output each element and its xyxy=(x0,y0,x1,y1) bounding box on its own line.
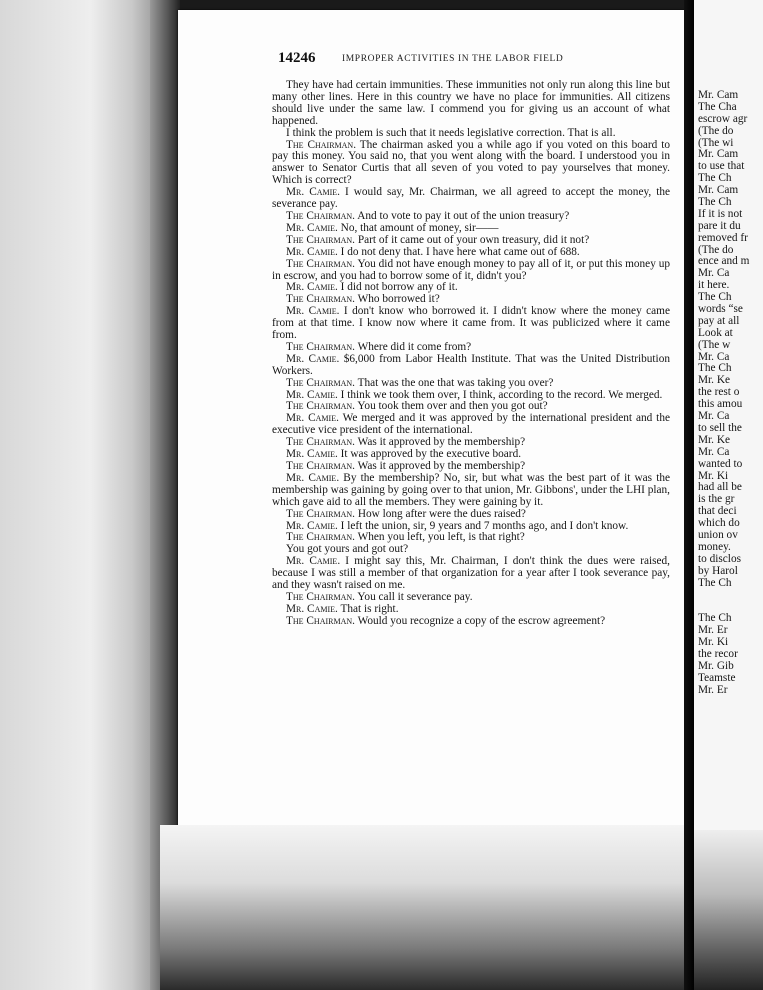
speaker-label: The Chairman. xyxy=(286,233,355,246)
facing-page-line: The Cha xyxy=(698,100,737,113)
page-header xyxy=(278,50,678,70)
paragraph-text: I left the union, sir, 9 years and 7 months ago, and I don't know. xyxy=(340,519,629,532)
speaker-label: The Chairman. xyxy=(286,436,355,449)
facing-page-line: The Ch xyxy=(698,612,732,625)
book-left-edge xyxy=(0,0,165,990)
paragraph-text: We merged and it was approved by the international president and the executive vice president of the international. xyxy=(272,412,670,437)
facing-page-line: words “se xyxy=(698,303,743,316)
speaker-label: The Chairman. xyxy=(286,257,356,270)
facing-page-line: Mr. Ki xyxy=(698,469,729,482)
paragraph-text: The chairman asked you a while ago if you voted on this board to pay this money. You said no, that you went along with the board. I understood you in answer to Senator Curtis that all seven of you voted to pay yourselves that money. Which is correct? xyxy=(272,138,670,187)
facing-page-line: the rest o xyxy=(698,386,740,399)
speaker-label: The Chairman. xyxy=(286,590,355,603)
facing-page-line: Mr. Ca xyxy=(698,267,730,280)
speaker-label: Mr. Camie. xyxy=(286,519,338,532)
facing-page-line: Mr. Cam xyxy=(698,148,739,161)
paragraph-text: I think we took them over, I think, according to the record. We merged. xyxy=(340,388,663,401)
paragraph-text: Who borrowed it? xyxy=(357,293,440,306)
facing-page-line: Teamste xyxy=(698,671,736,684)
transcript-paragraph xyxy=(272,556,670,592)
paragraph-text: I think the problem is such that it needs legislative correction. That is all. xyxy=(286,126,616,139)
transcript-body xyxy=(272,80,670,628)
paragraph-text: By the membership? No, sir, but what was the best part of it was the membership was gaining by going over to that union, Mr. Gibbons', under the LHI plan, which gave aid to all the members. They were gaining by it. xyxy=(272,471,670,508)
transcript-paragraph xyxy=(272,259,670,283)
paragraph-text: That was the one that was taking you over? xyxy=(357,376,554,389)
transcript-paragraph xyxy=(272,80,670,128)
facing-page-line: The Ch xyxy=(698,196,732,209)
facing-page-line: to disclos xyxy=(698,552,741,565)
speaker-label: Mr. Camie. xyxy=(286,305,340,318)
speaker-label: The Chairman. xyxy=(286,507,355,520)
paragraph-text: How long after were the dues raised? xyxy=(357,507,526,520)
facing-page-line: union ov xyxy=(698,528,738,541)
facing-page-line: If it is not xyxy=(698,207,743,220)
paragraph-text: I might say this, Mr. Chairman, I don't think the dues were raised, because I was still a member of that organization for a year after I took severance pay, and they wasn't raised on me. xyxy=(272,555,670,592)
facing-page-line: pare it du xyxy=(698,219,741,232)
facing-page-line: The Ch xyxy=(698,291,732,304)
speaker-label: Mr. Camie. xyxy=(286,352,340,365)
facing-page-line: The Ch xyxy=(698,172,732,185)
facing-page-line: Mr. Ke xyxy=(698,374,731,387)
speaker-label: The Chairman. xyxy=(286,614,355,627)
paragraph-text: I did not borrow any of it. xyxy=(340,281,458,294)
page-number: 14246 xyxy=(278,50,316,66)
facing-page-line: The Ch xyxy=(698,362,732,375)
facing-page-line: this amou xyxy=(698,398,743,411)
facing-page-line: had all be xyxy=(698,481,742,494)
paragraph-text: I do not deny that. I have here what came out of 688. xyxy=(340,245,580,258)
paragraph-text: Where did it come from? xyxy=(357,340,472,353)
facing-page-line: (The do xyxy=(698,124,734,137)
transcript-paragraph xyxy=(272,187,670,211)
facing-page-line: the recor xyxy=(698,647,738,660)
paragraph-text: $6,000 from Labor Health Institute. That was the United Distribution Workers. xyxy=(272,352,670,377)
paragraph-text: It was approved by the executive board. xyxy=(340,448,522,461)
transcript-paragraph xyxy=(272,473,670,509)
facing-page-line: to sell the xyxy=(698,421,742,434)
paragraph-text: Was it approved by the membership? xyxy=(357,436,526,449)
speaker-label: The Chairman. xyxy=(286,340,355,353)
speaker-label: The Chairman. xyxy=(286,138,357,151)
paragraph-text: No, that amount of money, sir—— xyxy=(340,221,499,234)
speaker-label: Mr. Camie. xyxy=(286,602,338,615)
speaker-label: The Chairman. xyxy=(286,460,355,472)
facing-page-line: which do xyxy=(698,517,740,530)
paragraph-text: You did not have enough money to pay all of it, or put this money up in escrow, and you had to borrow some of it, didn't you? xyxy=(272,257,671,282)
facing-page-line: Mr. Cam xyxy=(698,90,739,101)
facing-page-line: Mr. Ca xyxy=(698,350,730,363)
facing-page-line: it here. xyxy=(698,279,730,292)
paragraph-text: That is right. xyxy=(340,602,399,615)
speaker-label: Mr. Camie. xyxy=(286,471,340,484)
speaker-label: The Chairman. xyxy=(286,209,355,222)
facing-page-line: Mr. Er xyxy=(698,624,728,637)
facing-page-line: that deci xyxy=(698,505,737,518)
facing-page-line: Mr. Ca xyxy=(698,410,730,423)
facing-page-line: (The w xyxy=(698,338,731,351)
facing-page-line: (The wi xyxy=(698,136,734,149)
transcript-paragraph xyxy=(272,140,670,188)
speaker-label: Mr. Camie. xyxy=(286,186,340,199)
running-head: IMPROPER ACTIVITIES IN THE LABOR FIELD xyxy=(342,54,564,64)
facing-page-line: removed fr xyxy=(698,231,748,244)
paragraph-text: I would say, Mr. Chairman, we all agreed to accept the money, the severance pay. xyxy=(272,186,670,211)
facing-page-line: Mr. Ki xyxy=(698,635,729,648)
paragraph-text: Part of it came out of your own treasury, did it not? xyxy=(357,233,590,246)
transcript-paragraph xyxy=(272,306,670,342)
speaker-label: The Chairman. xyxy=(286,376,355,389)
facing-page-line: Mr. Ca xyxy=(698,445,730,458)
transcript-paragraph xyxy=(272,616,670,628)
speaker-label: Mr. Camie. xyxy=(286,388,338,401)
paragraph-text: Would you recognize a copy of the escrow agreement? xyxy=(357,614,606,627)
facing-page-line: Mr. Ke xyxy=(698,433,731,446)
facing-page-line: Mr. Cam xyxy=(698,184,739,197)
facing-page-line: is the gr xyxy=(698,493,735,506)
facing-page-line: Look at xyxy=(698,326,733,339)
speaker-label: Mr. Camie. xyxy=(286,555,341,568)
speaker-label: Mr. Camie. xyxy=(286,281,338,294)
facing-page-line: by Harol xyxy=(698,564,738,577)
speaker-label: Mr. Camie. xyxy=(286,448,338,461)
paragraph-text: And to vote to pay it out of the union treasury? xyxy=(357,209,570,222)
facing-page-line: Mr. Gib xyxy=(698,659,734,672)
facing-page-line: pay at all xyxy=(698,314,740,327)
facing-page-line: Mr. Er xyxy=(698,683,728,696)
paragraph-text: When you left, you left, is that right? xyxy=(357,531,525,544)
facing-page-bottom xyxy=(694,830,763,990)
transcript-paragraph xyxy=(272,413,670,437)
speaker-label: Mr. Camie. xyxy=(286,245,338,258)
paragraph-text: Was it approved by the membership? xyxy=(357,460,526,472)
paragraph-text: They have had certain immunities. These immunities not only run along this line but many other lines. Here in this country we have no place for immunities. All citizens should live under the same law. I commend you for giving us an account of what happened. xyxy=(272,79,670,127)
facing-page-line: The Ch xyxy=(698,576,732,589)
speaker-label: The Chairman. xyxy=(286,531,355,544)
facing-page-line: money. xyxy=(698,540,731,553)
transcript-paragraph xyxy=(272,354,670,378)
facing-page-line: escrow agr xyxy=(698,112,748,125)
facing-page-line: (The do xyxy=(698,243,734,256)
speaker-label: The Chairman. xyxy=(286,400,355,413)
speaker-label: Mr. Camie. xyxy=(286,221,338,234)
facing-page-line: to use that xyxy=(698,160,745,173)
speaker-label: Mr. Camie. xyxy=(286,412,339,425)
paragraph-text: You got yours and got out? xyxy=(286,543,409,556)
speaker-label: The Chairman. xyxy=(286,293,355,306)
page-bottom-curl xyxy=(160,825,690,990)
book-gutter xyxy=(684,0,694,990)
paragraph-text: You took them over and then you got out? xyxy=(357,400,548,413)
facing-page-line: ence and m xyxy=(698,255,750,268)
facing-page-line: wanted to xyxy=(698,457,743,470)
paragraph-text: I don't know who borrowed it. I didn't know where the money came from at that time. I know now where it came from. It was publicized where it came from. xyxy=(272,305,670,342)
paragraph-text: You call it severance pay. xyxy=(357,590,473,603)
facing-page-text xyxy=(698,90,763,696)
facing-page-line xyxy=(698,589,763,601)
